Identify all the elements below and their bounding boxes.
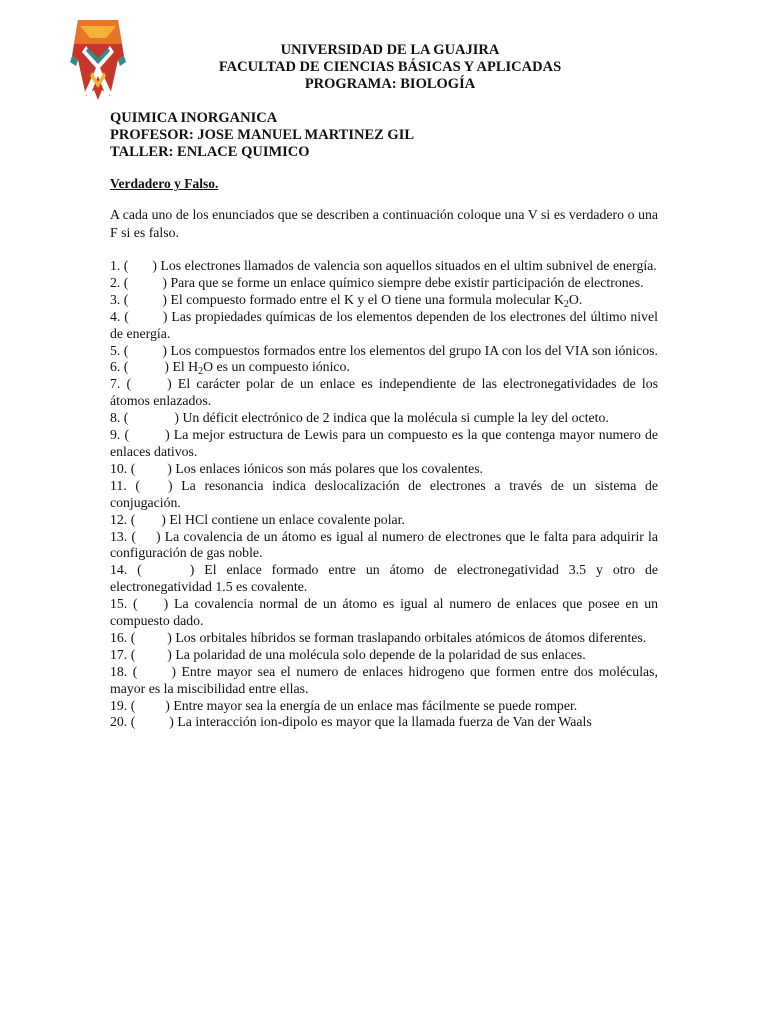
question-item-17: 17. ( ) La polaridad de una molécula solo depende de la polaridad de sus enlaces.: [110, 646, 586, 662]
question-item-13: 13. ( ) La covalencia de un átomo es igual al numero de electrones que le falta para adquirir la configuración de gas noble.: [110, 528, 658, 561]
question-item-1: 1. ( ) Los electrones llamados de valencia son aquellos situados en el ultim subnivel de energía.: [110, 258, 657, 273]
question-item-9: 9. ( ) La mejor estructura de Lewis para un compuesto es la que contenga mayor numero de enlaces dativos.: [110, 427, 658, 459]
question-item-8: 8. ( ) Un déficit electrónico de 2 indica que la molécula si cumple la ley del octeto.: [110, 410, 609, 426]
question-item-11: 11. ( ) La resonancia indica deslocalización de electrones a través de un sistema de conjugación.: [110, 477, 659, 510]
course-professor: PROFESOR: JOSE MANUEL MARTINEZ GIL: [110, 127, 415, 143]
question-item-12: 12. ( ) El HCl contiene un enlace covalente polar.: [110, 511, 405, 527]
taller-name: : ENLACE QUIMICO: [168, 144, 310, 160]
question-item-14: 14. ( ) El enlace formado entre un átomo de electronegatividad 3.5 y otro de electronegatividad 1.5 es covalente.: [110, 562, 658, 595]
section-title: Verdadero y Falso.: [110, 176, 219, 191]
question-item-20: 20. ( ) La interacción ion-dipolo es mayor que la llamada fuerza de Van der Waals: [110, 714, 592, 730]
instructions-paragraph: A cada uno de los enunciados que se describen a continuación coloque una V si es verdadero o una F si es falso.: [110, 207, 658, 240]
question-item-15: 15. ( ) La covalencia normal de un átomo es igual al numero de enlaces que posee en un compuesto dado.: [110, 596, 658, 629]
program-name: PROGRAMA: BIOLOGÍA: [304, 76, 476, 92]
question-item-18: 18. ( ) Entre mayor sea el numero de enlaces hidrogeno que formen entre dos moléculas, mayor es la miscibilidad entre ellas.: [110, 663, 658, 696]
question-item-6: 6. ( ) El $H_2O$ es un compuesto iónico.: [110, 359, 350, 378]
course-taller: [110, 144, 414, 161]
question-item-16: 16. ( ) Los orbitales híbridos se forman traslapando orbitales atómicos de átomos diferentes.: [110, 629, 647, 645]
question-item-7: 7. ( ) El carácter polar de un enlace es independiente de las electronegatividades de los átomos enlazados.: [110, 376, 658, 409]
faculty-name: FACULTAD DE CIENCIAS BÁSICAS Y APLICADAS: [218, 59, 562, 75]
question-item-19: 19. ( ) Entre mayor sea la energía de un enlace mas fácilmente se puede romper.: [110, 697, 578, 713]
question-item-2: 2. ( ) Para que se forme un enlace químico siempre debe existir participación de electrones.: [110, 274, 644, 290]
course-info: [110, 110, 414, 161]
question-item-10: 10. ( ) Los enlaces iónicos son más polares que los covalentes.: [110, 460, 484, 476]
course-subject: QUIMICA INORGANICA: [110, 110, 278, 126]
university-name: UNIVERSIDAD DE LA GUAJIRA: [280, 42, 500, 58]
question-item-4: 4. ( ) Las propiedades químicas de los elementos dependen de los electrones del último nivel de energía.: [110, 308, 658, 341]
taller-label: TALLER: [110, 144, 169, 160]
question-item-3: 3. ( ) El compuesto formado entre el K y el O tiene una formula molecular $K_2O$.: [110, 291, 583, 310]
university-logo: [66, 16, 130, 102]
question-item-5: 5. ( ) Los compuestos formados entre los elementos del grupo IA con los del VIA son iónicos.: [110, 342, 658, 358]
questions-list: [110, 258, 658, 731]
document-header: [150, 42, 630, 93]
